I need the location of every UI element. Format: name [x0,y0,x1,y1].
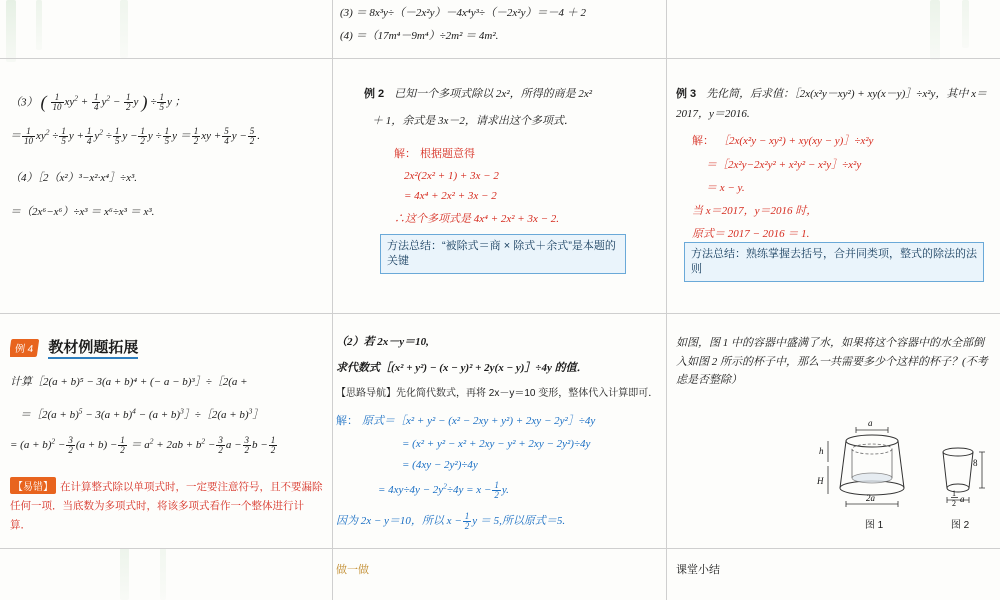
left-upper-work3: ＝ $\frac{1}{10}$ $xy^2$ ÷ $\frac{1}{5}$ y + $\frac{1}{4}$ $y^2$ ÷ $\frac{1}{5}$ y − $\frac{1}{2}$ y ÷ $\frac{1}{5}$ y ＝ $\frac{1}{2}$ xy + $\frac{5}{4}$ y − $\frac{5}{2}$ . [10,126,261,147]
svg-text:1: 1 [952,489,956,498]
example4-stem: 计算［2(a + b)⁵ − 3(a + b)⁴ + (− a − b)³］÷［2(a + [10,376,248,388]
panel-left-lower [10,322,324,542]
panel-right-lower [676,322,994,544]
example4-line1: ＝［2(a + $b)^5 - 3(a + b)^4 - (a$ + $b)^3]\div[2(a$ + b)$^3$］ [20,406,264,421]
panel-center-upper [342,66,660,306]
decor-streak-bottom-left [120,548,129,600]
example2-solution-label: 解： [394,148,416,160]
footer-summary-label: 课堂小结 [676,564,720,576]
example4-line2: = $(a + b)^2$ − $\frac{3}{2}$ (a + b) − $\frac{1}{2}$ ＝ $a^2 + 2ab + b^2$ − $\frac{3}{2}$ a − $\frac{3}{2}$ b − $\frac{1}{2}$ [10,434,276,455]
center-lower-l5: 因为 2x − y＝10，所以 x − $\frac{1}{2}$ y ＝ 5,所以原式＝5. [336,510,566,532]
center-lower-l3: = (4xy − 2y²)÷4y [402,459,478,471]
decor-streak-left-2 [36,0,42,50]
example2-callout: 方法总结：“被除式＝商 × 除式＋余式”是本题的关键 [380,234,626,274]
example3-line3: ＝ x − y. [706,182,745,195]
example2-stem2: ＋ 1，余式是 3x－2，请求出这个多项式． [372,115,575,127]
center-lower-solution-label: 解： [336,415,358,427]
panel-right-upper [676,66,994,306]
center-lower-hint: 【思路导航】先化简代数式，再将 2x－y＝10 变形，整体代入计算即可． [336,388,659,399]
example2-line2: = 4x⁴ + 2x² + 3x − 2 [404,190,497,202]
center-lower-item2-text: （2）若 2x－y＝10, [336,336,429,348]
decor-streak-left [6,0,16,62]
grid-vline-1 [332,0,333,600]
decor-streak-right-2 [962,0,969,48]
decor-streak-right [930,0,940,60]
fig2-caption: 图 2 [950,520,970,531]
left-upper-work4: ＝（2x⁶−x⁶）÷x³ ＝ x⁶÷x³ ＝ x³. [10,205,155,218]
svg-text:2a: 2a [866,493,875,503]
grid-hline-3 [0,548,1000,549]
panel-footer-right [676,560,994,594]
grid-hline-2 [0,313,1000,314]
example2-label: 例 2 [364,88,385,100]
center-footer-note: 做一做 [336,564,369,576]
svg-text:a: a [960,494,965,504]
example3-line1: ［2x(x²y − xy²) + xy(xy − y)］÷x²y [718,135,874,148]
example2-stem: 已知一个多项式除以 2x²，所得的商是 2x² [394,88,593,100]
example3-label: 例 3 [676,88,697,100]
decor-streak-bottom-left2 [160,548,166,600]
example3-stem-wrap [676,84,994,123]
center-lower-l1: 原式＝［x² + y² − (x² − 2xy + y²) + 2xy − 2y²］÷4y [362,415,596,427]
figure-group [806,416,992,536]
top-center-line3: (3) ＝ 8x³y÷（－2x²y）－4x⁴y³÷（－2x²y）＝－4 ＋ 2 [340,7,586,19]
center-lower-item2 [336,332,660,350]
svg-text:a: a [868,418,873,428]
example2-line1: 2x²(2x² + 1) + 3x − 2 [404,170,499,182]
example3-stem: 先化简，后求值：［2x(x²y－xy²) + xy(x－y)］÷x²y，其中 x＝2017，y＝2016. [676,88,988,120]
center-upper-stem [342,84,660,102]
example4-note [10,477,324,533]
example2-line3: ∴这个多项式是 4x⁴ + 2x² + 3x − 2. [394,213,560,225]
left-upper-item3: （3） ( $\frac{1}{10}$ $xy^2$ + $\frac{1}{4}$ $y^2$ − $\frac{1}{2}$ y ) ÷ $\frac{1}{5}$ y ； [10,91,186,113]
top-center-line4: (4) ＝（17m⁴－9m⁴）÷2m² ＝ 4m². [340,30,499,42]
example3-solution-label: 解： [692,135,714,148]
center-lower-l2: = (x² + y² − x² + 2xy − y² + 2xy − 2y²)÷4y [402,438,591,450]
example3-callout: 方法总结：熟练掌握去括号，合并同类项，整式的除法的法则 [684,242,984,282]
center-lower-stem [336,358,660,376]
example4-title: 教材例题拓展 [48,339,138,359]
panel-center-lower [336,322,660,544]
example4-note-text: 在计算整式除以单项式时，一定要注意符号，且不要漏除任何一项．当底数为多项式时，将该多项式看作一个整体进行计算． [10,481,323,531]
svg-text:h: h [819,446,824,456]
fig1-caption: 图 1 [864,520,884,531]
center-lower-stem-text: 求代数式［(x² + y²) − (x − y)² + 2y(x − y)］÷4y 的值． [336,362,588,374]
example3-line4: 当 x＝2017，y＝2016 时， [692,205,818,218]
left-upper-item4: （4）［2（x²）³−x²·x⁴］÷x³. [10,171,138,184]
example3-line5: 原式＝ 2017 − 2016 ＝ 1. [692,228,810,241]
svg-text:H: H [817,476,824,486]
example2-solution [342,144,660,162]
example4-tag: 例 4 [10,339,40,357]
example4-heading [10,336,324,357]
panel-top-center [340,4,660,54]
svg-text:2: 2 [952,499,956,508]
decor-streak-center [120,0,128,58]
svg-text:8: 8 [973,458,978,468]
example2-solution-head: 根据题意得 [420,148,475,160]
panel-center-footer [336,560,660,598]
center-lower-solution [336,411,660,429]
example4-note-tag: 【易错】 [10,477,56,494]
grid-hline-1 [0,58,1000,59]
example3-solution [676,131,994,149]
grid-vline-2 [666,0,667,600]
center-lower-l4: = $4xy\div 4y - 2y^2\div 4y = x$ − $\frac{1}{2}$ y. [378,479,509,500]
panel-left-upper [10,72,324,304]
example3-line2: ＝［2x²y−2x²y² + x²y² − x²y］÷x²y [706,159,862,172]
right-lower-stem: 如图，图 1 中的容器中盛满了水，如果将这个容器中的水全部倒入如图 2 所示的杯子中，那么一共需要多少个这样的杯子？(不考虑是否整除） [676,337,988,387]
